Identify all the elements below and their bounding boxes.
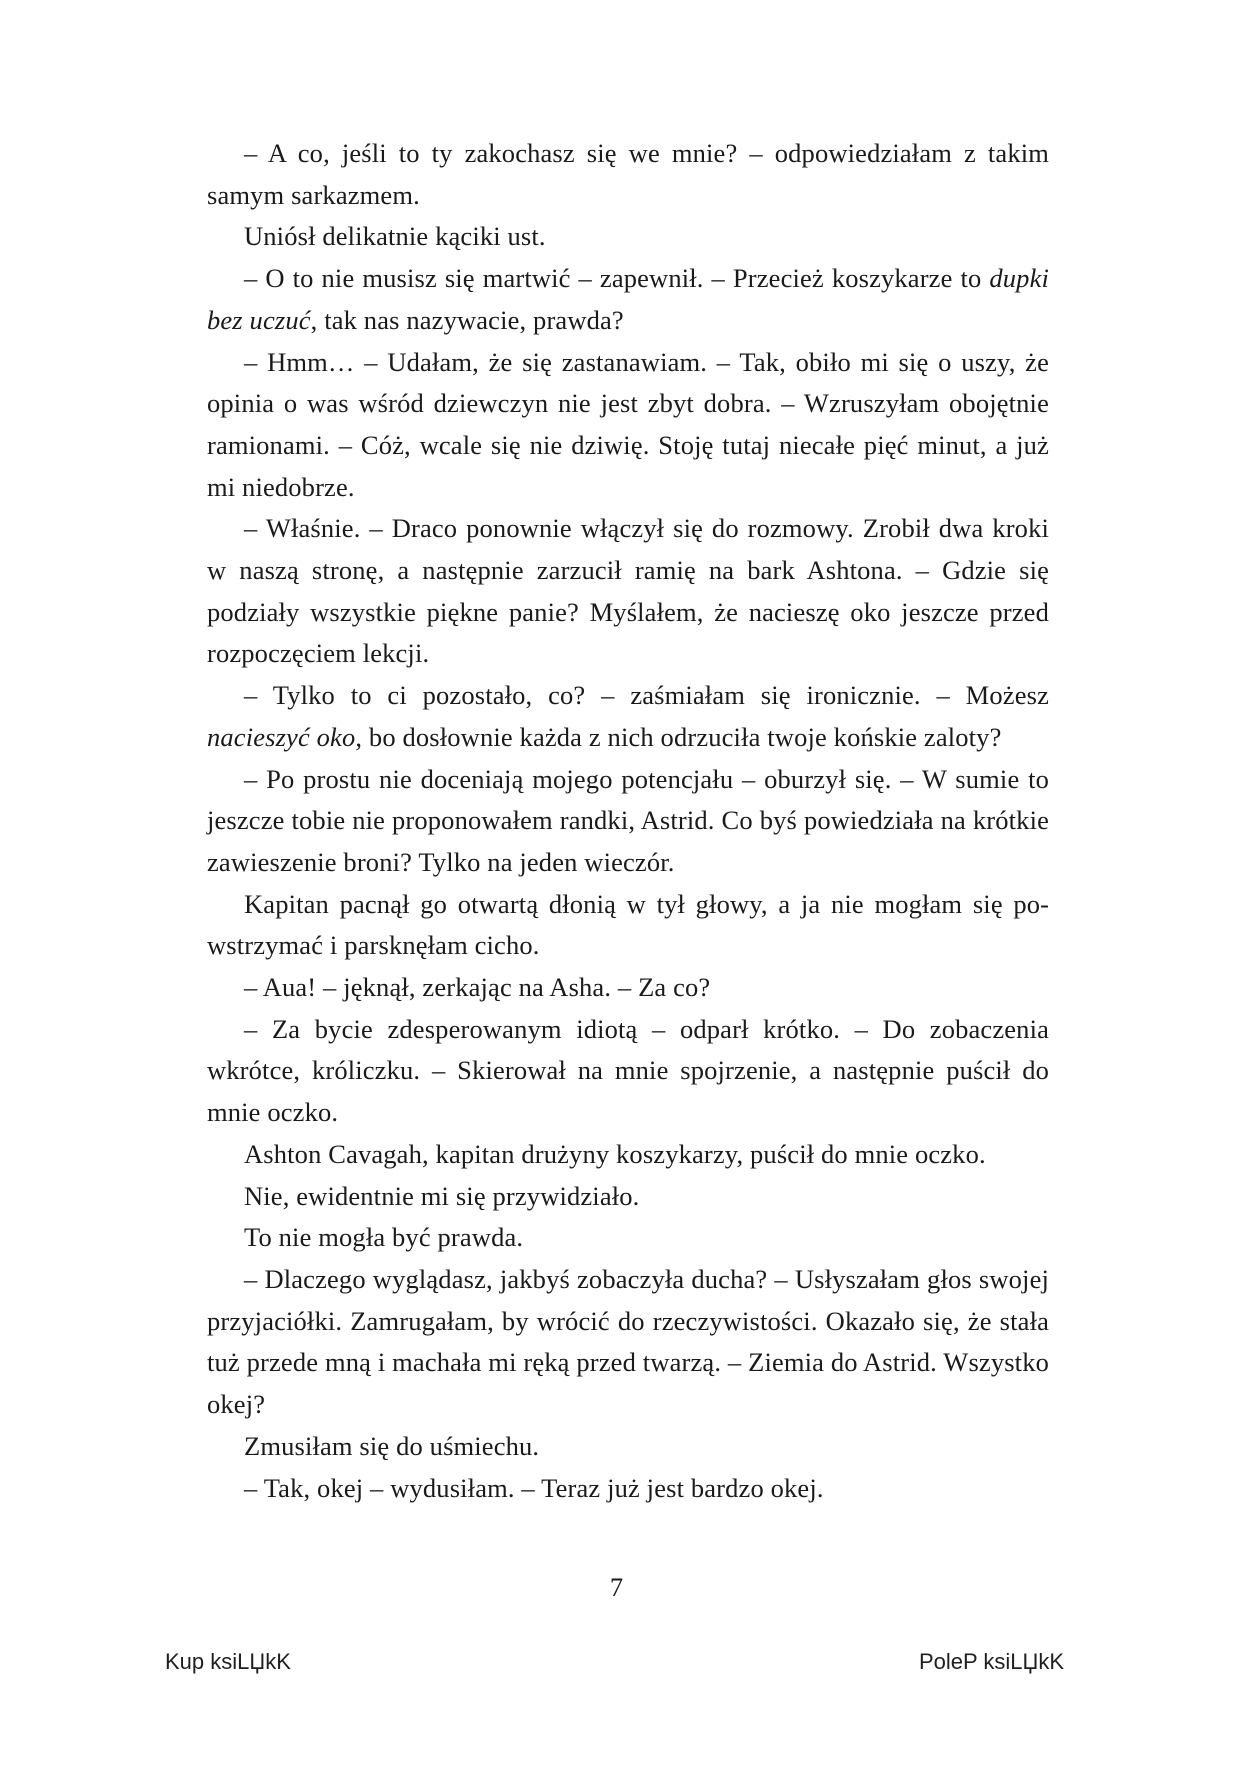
paragraph xyxy=(207,884,1049,967)
paragraph xyxy=(207,1217,1049,1259)
italic-text: dupki bez uczuć xyxy=(207,263,1049,335)
body-text xyxy=(207,133,1049,1509)
text-segment: Nie, ewidentnie mi się przywidziało. xyxy=(244,1180,640,1211)
paragraph xyxy=(207,258,1049,341)
paragraph xyxy=(207,675,1049,758)
text-segment: – Dlaczego wyglądasz, jakbyś zobaczyła ducha? – Usłyszałam głos swojej przyjaciółki. Zamrugałam, by wrócić do rzeczywistości. Okazało się, że stała tuż przede mną i machała mi ręką przed twarzą. – Ziemia do Astrid. Wszystko okej? xyxy=(207,1263,1049,1420)
text-segment: Ashton Cavagah, kapitan drużyny koszykarzy, puścił do mnie oczko. xyxy=(244,1138,986,1169)
text-segment: Kapitan pacnął go otwartą dłonią w tył głowy, a ja nie mogłam się powstrzymać i parsknęłam cicho. xyxy=(207,888,1049,961)
paragraph xyxy=(207,1176,1049,1218)
text-segment: – Za bycie zdesperowanym idiotą – odparł krótko. – Do zobaczenia wkrótce, króliczku. – Skierował na mnie spojrzenie, a następnie puścił do mnie oczko. xyxy=(207,1013,1049,1128)
text-segment: – A co, jeśli to ty zakochasz się we mnie? – odpowiedziałam z takim samym sarkazmem. xyxy=(207,138,1049,210)
text-segment: Zmusiłam się do uśmiechu. xyxy=(244,1430,540,1461)
paragraph xyxy=(207,967,1049,1009)
paragraph xyxy=(207,1259,1049,1426)
text-segment: – Aua! – jęknął, zerkając na Asha. – Za co? xyxy=(244,972,711,1003)
text-segment: – Tylko to ci pozostało, co? – zaśmiałam się ironicznie. – Możesz xyxy=(244,680,1049,711)
text-segment: , bo dosłownie każda z nich odrzuciła twoje końskie zaloty? xyxy=(355,721,1002,752)
text-segment: To nie mogła być prawda. xyxy=(244,1222,524,1253)
paragraph xyxy=(207,342,1049,509)
page-number: 7 xyxy=(609,1572,624,1602)
text-segment: – Hmm… – Udałam, że się zastanawiam. – Tak, obiło mi się o uszy, że opinia o was wśród dziewczyn nie jest zbyt dobra. – Wzruszyłam obojętnie ramionami. – Cóż, wcale się nie dziwię. Stoję tutaj niecałe pięć minut, a już mi niedobrze. xyxy=(207,346,1049,502)
paragraph xyxy=(207,1134,1049,1176)
footer-buy-book-link[interactable]: Kup ksiLЏkK xyxy=(165,1649,291,1674)
paragraph xyxy=(207,1426,1049,1468)
paragraph xyxy=(207,759,1049,884)
paragraph xyxy=(207,133,1049,216)
text-segment: , tak nas nazywacie, prawda? xyxy=(310,304,624,335)
paragraph xyxy=(207,1009,1049,1134)
paragraph xyxy=(207,508,1049,675)
text-segment: – Tak, okej – wydusiłam. – Teraz już jest bardzo okej. xyxy=(244,1472,824,1503)
text-segment: – Właśnie. – Draco ponownie włączył się do rozmowy. Zrobił dwa kroki w naszą stronę, a następnie zarzucił ramię na bark Ashtona. – Gdzie się podziały wszystkie piękne panie? Myślałem, że nacieszę oko jeszcze przed rozpoczęciem lekcji. xyxy=(207,513,1049,669)
text-segment: Uniósł delikatnie kąciki ust. xyxy=(244,221,546,252)
italic-text: nacieszyć oko xyxy=(207,721,356,752)
text-segment: – O to nie musisz się martwić – zapewnił. – Przecież koszykarze to xyxy=(244,263,990,294)
text-segment: – Po prostu nie doceniają mojego potencjału – oburzył się. – W sumie to jeszcze tobie nie proponowałem randki, Astrid. Co byś powiedziała na krótkie zawieszenie broni? Tylko na jeden wieczór. xyxy=(207,763,1049,877)
paragraph xyxy=(207,1468,1049,1510)
footer-recommend-book-link[interactable]: PoleP ksiLЏkK xyxy=(918,1649,1064,1674)
paragraph xyxy=(207,216,1049,258)
